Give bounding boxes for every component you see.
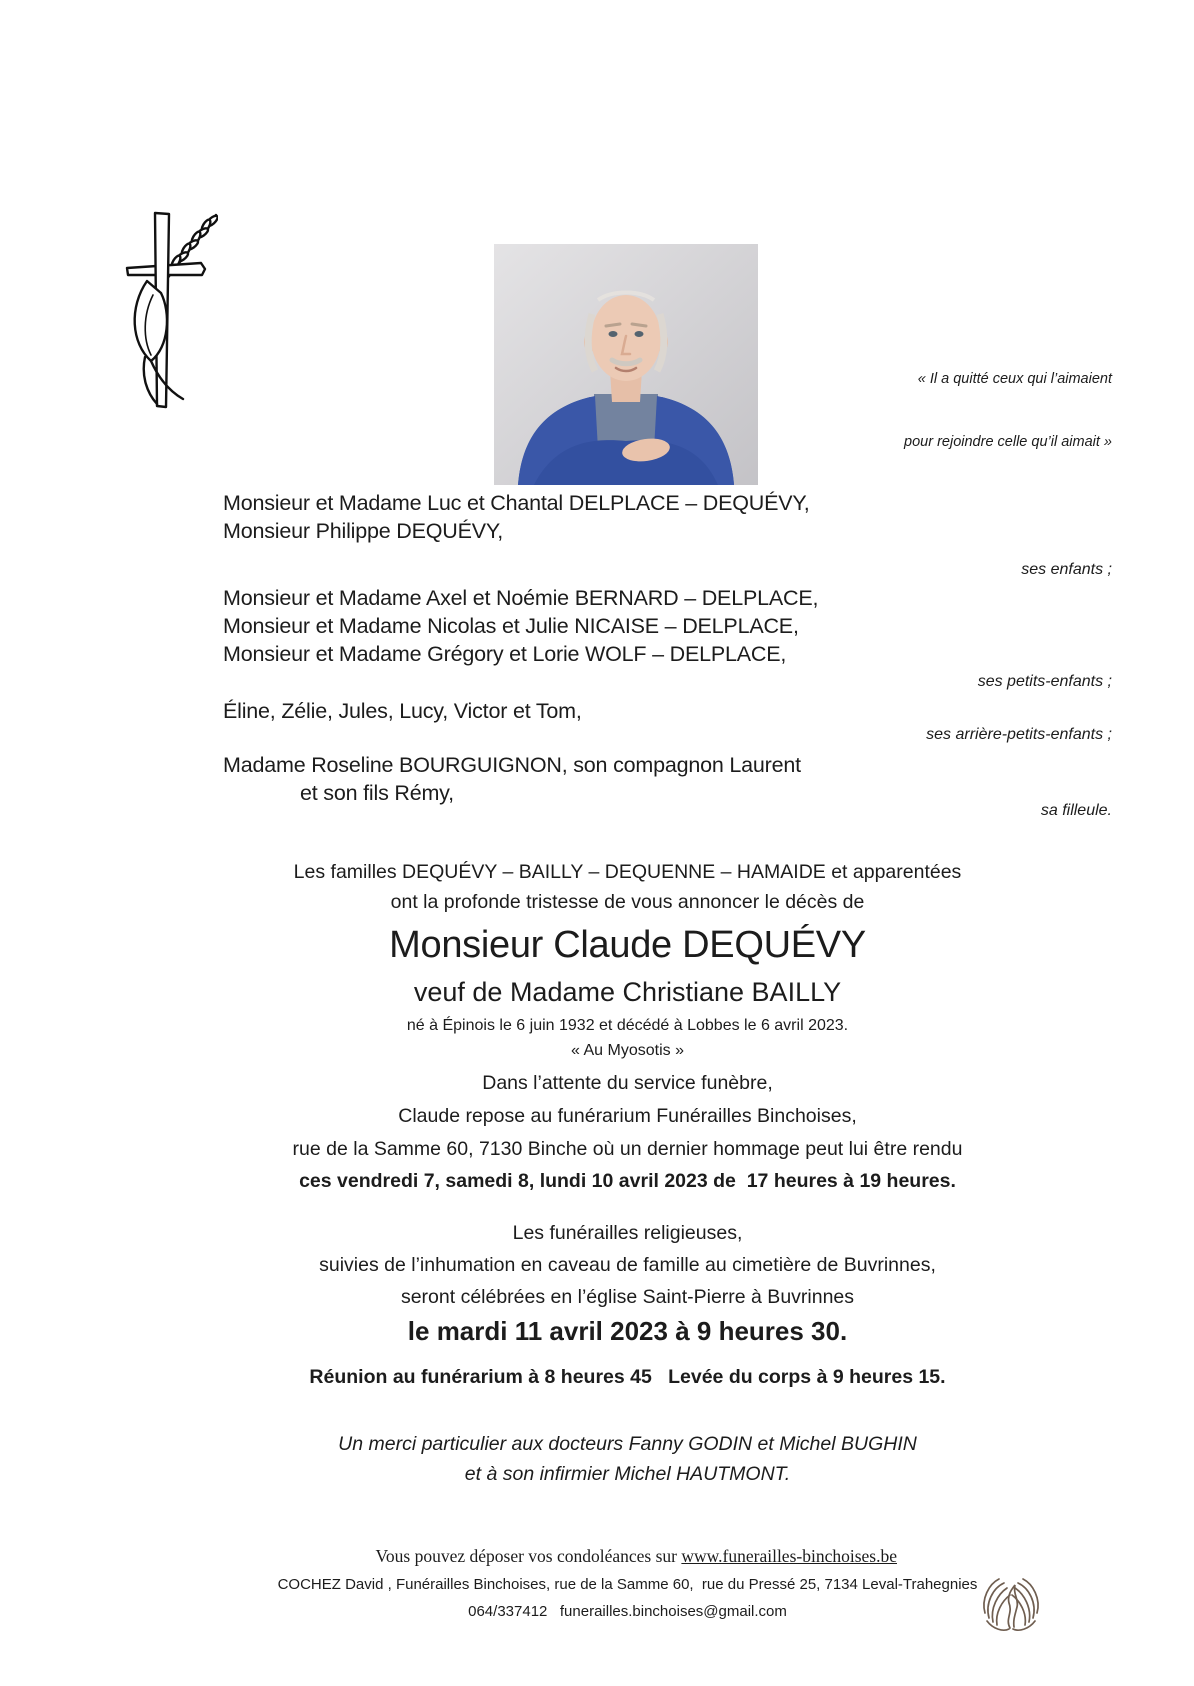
- family-line: Monsieur et Madame Nicolas et Julie NICAISE – DELPLACE,: [223, 614, 799, 638]
- funeral-line-3: seront célébrées en l’église Saint-Pierre à Buvrinnes: [400, 1286, 855, 1308]
- funeral-meeting: Réunion au funérarium à 8 heures 45 Levée du corps à 9 heures 15.: [309, 1366, 946, 1388]
- family-line: Monsieur Philippe DEQUÉVY,: [223, 519, 504, 543]
- thanks-line-1: Un merci particulier aux docteurs Fanny GODIN et Michel BUGHIN: [338, 1433, 917, 1455]
- hands-flame-logo-icon: [978, 1574, 1044, 1634]
- portrait-photo: [494, 244, 758, 485]
- family-line: Monsieur et Madame Axel et Noémie BERNARD – DELPLACE,: [223, 586, 819, 610]
- family-line: Éline, Zélie, Jules, Lucy, Victor et Tom,: [223, 699, 582, 723]
- funeral-line-2: suivies de l’inhumation en caveau de famille au cimetière de Buvrinnes,: [319, 1254, 936, 1276]
- deceased-life-dates: né à Épinois le 6 juin 1932 et décédé à Lobbes le 6 avril 2023.: [406, 1017, 849, 1034]
- viewing-line-1: Dans l’attente du service funèbre,: [482, 1072, 773, 1094]
- viewing-dates: ces vendredi 7, samedi 8, lundi 10 avril 2023 de 17 heures à 19 heures.: [299, 1170, 956, 1192]
- viewing-line-2: Claude repose au funérarium Funérailles Binchoises,: [398, 1105, 857, 1127]
- family-line: Monsieur et Madame Luc et Chantal DELPLACE – DEQUÉVY,: [223, 491, 810, 515]
- website-link[interactable]: www.funerailles-binchoises.be: [681, 1545, 897, 1566]
- thanks-line-2: et à son infirmier Michel HAUTMONT.: [464, 1463, 791, 1485]
- cross-with-wheat-icon: [125, 211, 218, 410]
- relation-label-children: ses enfants ;: [1021, 561, 1112, 578]
- quote-line-1: « Il a quitté ceux qui l’aimaient: [917, 371, 1112, 387]
- quote-line-2: pour rejoindre celle qu’il aimait »: [904, 434, 1112, 450]
- funeral-line-1: Les funérailles religieuses,: [512, 1222, 743, 1244]
- relation-label-goddaughter: sa filleule.: [1040, 802, 1112, 819]
- memorial-quote: [904, 327, 1112, 495]
- relation-label-great-grandchildren: ses arrière-petits-enfants ;: [926, 726, 1112, 743]
- family-line: et son fils Rémy,: [300, 781, 454, 805]
- family-line: Madame Roseline BOURGUIGNON, son compagnon Laurent: [223, 753, 801, 777]
- funeral-home-contact: 064/337412 funerailles.binchoises@gmail.com: [468, 1603, 787, 1620]
- announcement-line-2: ont la profonde tristesse de vous annoncer le décès de: [390, 891, 865, 913]
- family-line: Monsieur et Madame Grégory et Lorie WOLF – DELPLACE,: [223, 642, 787, 666]
- funeral-date: le mardi 11 avril 2023 à 9 heures 30.: [407, 1316, 848, 1346]
- condolences-text: Vous pouvez déposer vos condoléances sur: [375, 1545, 682, 1566]
- viewing-line-3: rue de la Samme 60, 7130 Binche où un dernier hommage peut lui être rendu: [292, 1138, 963, 1160]
- relation-label-grandchildren: ses petits-enfants ;: [977, 673, 1112, 690]
- deceased-relation: veuf de Madame Christiane BAILLY: [413, 977, 842, 1007]
- funeral-home-address: COCHEZ David , Funérailles Binchoises, rue de la Samme 60, rue du Pressé 25, 7134 Leval-Trahegnies: [277, 1576, 978, 1593]
- deceased-residence: « Au Myosotis »: [571, 1042, 684, 1059]
- deceased-name: Monsieur Claude DEQUÉVY: [389, 924, 866, 966]
- announcement-line-1: Les familles DEQUÉVY – BAILLY – DEQUENNE – HAMAIDE et apparentées: [293, 861, 962, 883]
